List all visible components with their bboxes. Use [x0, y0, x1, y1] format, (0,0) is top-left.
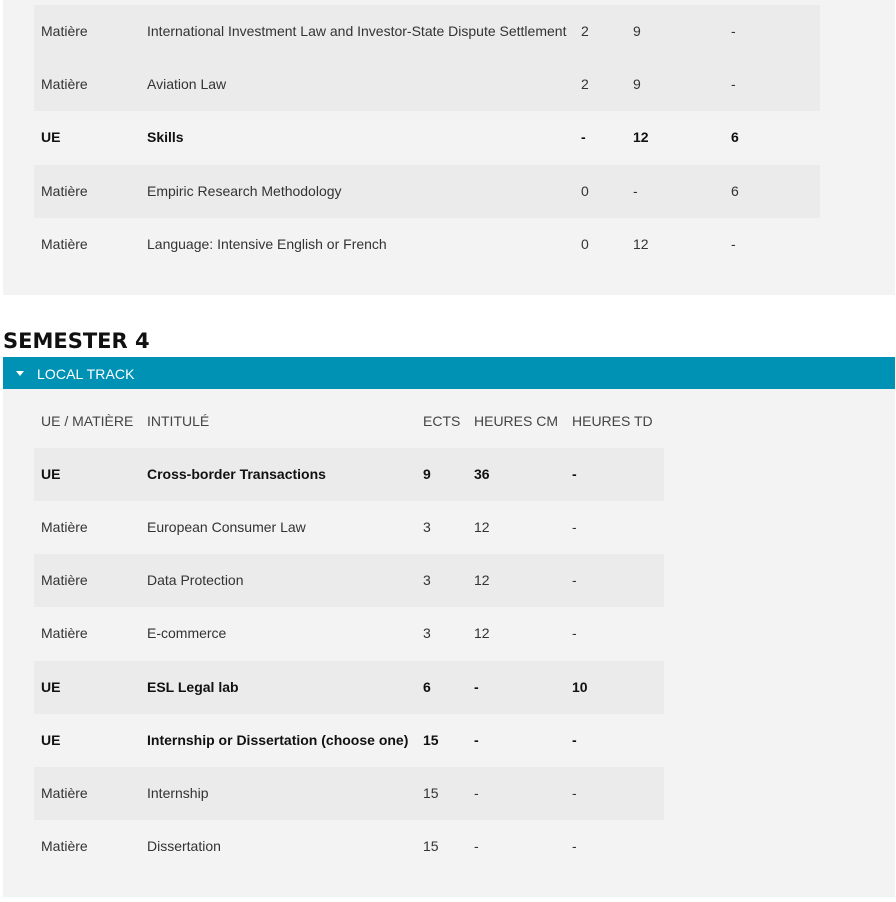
- cell-hours-td: 10: [572, 679, 588, 695]
- cell-hours-cm: 12: [474, 572, 490, 588]
- cell-title: Dissertation: [147, 838, 221, 854]
- local-track-toggle[interactable]: [3, 357, 895, 390]
- cell-type: Matière: [41, 519, 88, 535]
- cell-title: Internship or Dissertation (choose one): [147, 732, 409, 748]
- cell-ects: 3: [423, 572, 431, 588]
- local-track-panel: [3, 389, 895, 897]
- table-row: [34, 820, 664, 873]
- cell-type: UE: [41, 732, 61, 748]
- cell-ects: 0: [581, 236, 589, 252]
- table-row-ue: [34, 111, 820, 164]
- cell-type: Matière: [41, 625, 88, 641]
- cell-type: UE: [41, 466, 61, 482]
- cell-title: Internship: [147, 785, 209, 801]
- cell-hours-cm: -: [474, 732, 479, 748]
- table-row: [34, 767, 664, 820]
- cell-type: Matière: [41, 76, 88, 92]
- cell-title: Aviation Law: [147, 76, 227, 92]
- cell-type: Matière: [41, 838, 88, 854]
- cell-title: Skills: [147, 129, 184, 145]
- cell-hours-td: 6: [731, 129, 739, 145]
- cell-title: Empiric Research Methodology: [147, 183, 342, 199]
- local-track-label: LOCAL TRACK: [37, 365, 135, 382]
- cell-hours-cm: -: [633, 183, 638, 199]
- cell-type: Matière: [41, 236, 88, 252]
- cell-hours-cm: 36: [474, 466, 490, 482]
- cell-hours-td: -: [572, 732, 577, 748]
- cell-type: UE: [41, 129, 61, 145]
- cell-hours-td: -: [572, 625, 577, 641]
- cell-hours-cm: 12: [633, 129, 649, 145]
- table-row-ue: [34, 448, 664, 501]
- cell-title: Language: Intensive English or French: [147, 236, 387, 252]
- cell-type: UE: [41, 679, 61, 695]
- cell-ects: 3: [423, 519, 431, 535]
- cell-ects: 6: [423, 679, 431, 695]
- cell-title: Cross-border Transactions: [147, 466, 326, 482]
- cell-hours-cm: 12: [474, 625, 490, 641]
- cell-ects: 2: [581, 23, 589, 39]
- cell-hours-td: -: [572, 785, 577, 801]
- table-row-ue: [34, 661, 664, 714]
- cell-type: Matière: [41, 23, 88, 39]
- table-row: [34, 58, 820, 111]
- cell-hours-td: -: [572, 519, 577, 535]
- cell-hours-td: -: [572, 572, 577, 588]
- cell-hours-td: -: [731, 23, 736, 39]
- cell-hours-td: 6: [731, 183, 739, 199]
- cell-ects: 15: [423, 838, 439, 854]
- cell-ects: 0: [581, 183, 589, 199]
- cell-hours-cm: 9: [633, 23, 641, 39]
- header-type: UE / MATIÈRE: [41, 413, 134, 429]
- cell-title: International Investment Law and Investor-State Dispute Settlement: [147, 23, 567, 39]
- cell-hours-cm: -: [474, 838, 479, 854]
- cell-hours-td: -: [731, 76, 736, 92]
- cell-type: Matière: [41, 183, 88, 199]
- cell-ects: 9: [423, 466, 431, 482]
- cell-title: ESL Legal lab: [147, 679, 239, 695]
- caret-down-icon: [16, 371, 24, 376]
- semester-4-title: SEMESTER 4: [3, 329, 150, 353]
- table-header: [34, 395, 664, 448]
- cell-ects: -: [581, 129, 586, 145]
- table-row: [34, 5, 820, 58]
- table-row: [34, 554, 664, 607]
- cell-hours-cm: 9: [633, 76, 641, 92]
- cell-title: E-commerce: [147, 625, 227, 641]
- cell-hours-td: -: [572, 838, 577, 854]
- cell-ects: 3: [423, 625, 431, 641]
- cell-title: European Consumer Law: [147, 519, 306, 535]
- header-hours-cm: HEURES CM: [474, 413, 559, 429]
- header-title: INTITULÉ: [147, 413, 210, 429]
- header-ects: ECTS: [423, 413, 461, 429]
- cell-type: Matière: [41, 785, 88, 801]
- cell-ects: 15: [423, 732, 439, 748]
- cell-hours-td: -: [731, 236, 736, 252]
- cell-ects: 2: [581, 76, 589, 92]
- cell-hours-cm: 12: [633, 236, 649, 252]
- cell-hours-cm: -: [474, 785, 479, 801]
- cell-ects: 15: [423, 785, 439, 801]
- table-row: [34, 165, 820, 218]
- table-row: [34, 501, 664, 554]
- cell-hours-cm: -: [474, 679, 479, 695]
- cell-title: Data Protection: [147, 572, 244, 588]
- cell-type: Matière: [41, 572, 88, 588]
- header-hours-td: HEURES TD: [572, 413, 653, 429]
- table-row: [34, 218, 820, 271]
- table-row-ue: [34, 714, 664, 767]
- cell-hours-td: -: [572, 466, 577, 482]
- cell-hours-cm: 12: [474, 519, 490, 535]
- table-row: [34, 607, 664, 660]
- semester-3-panel: [3, 0, 895, 295]
